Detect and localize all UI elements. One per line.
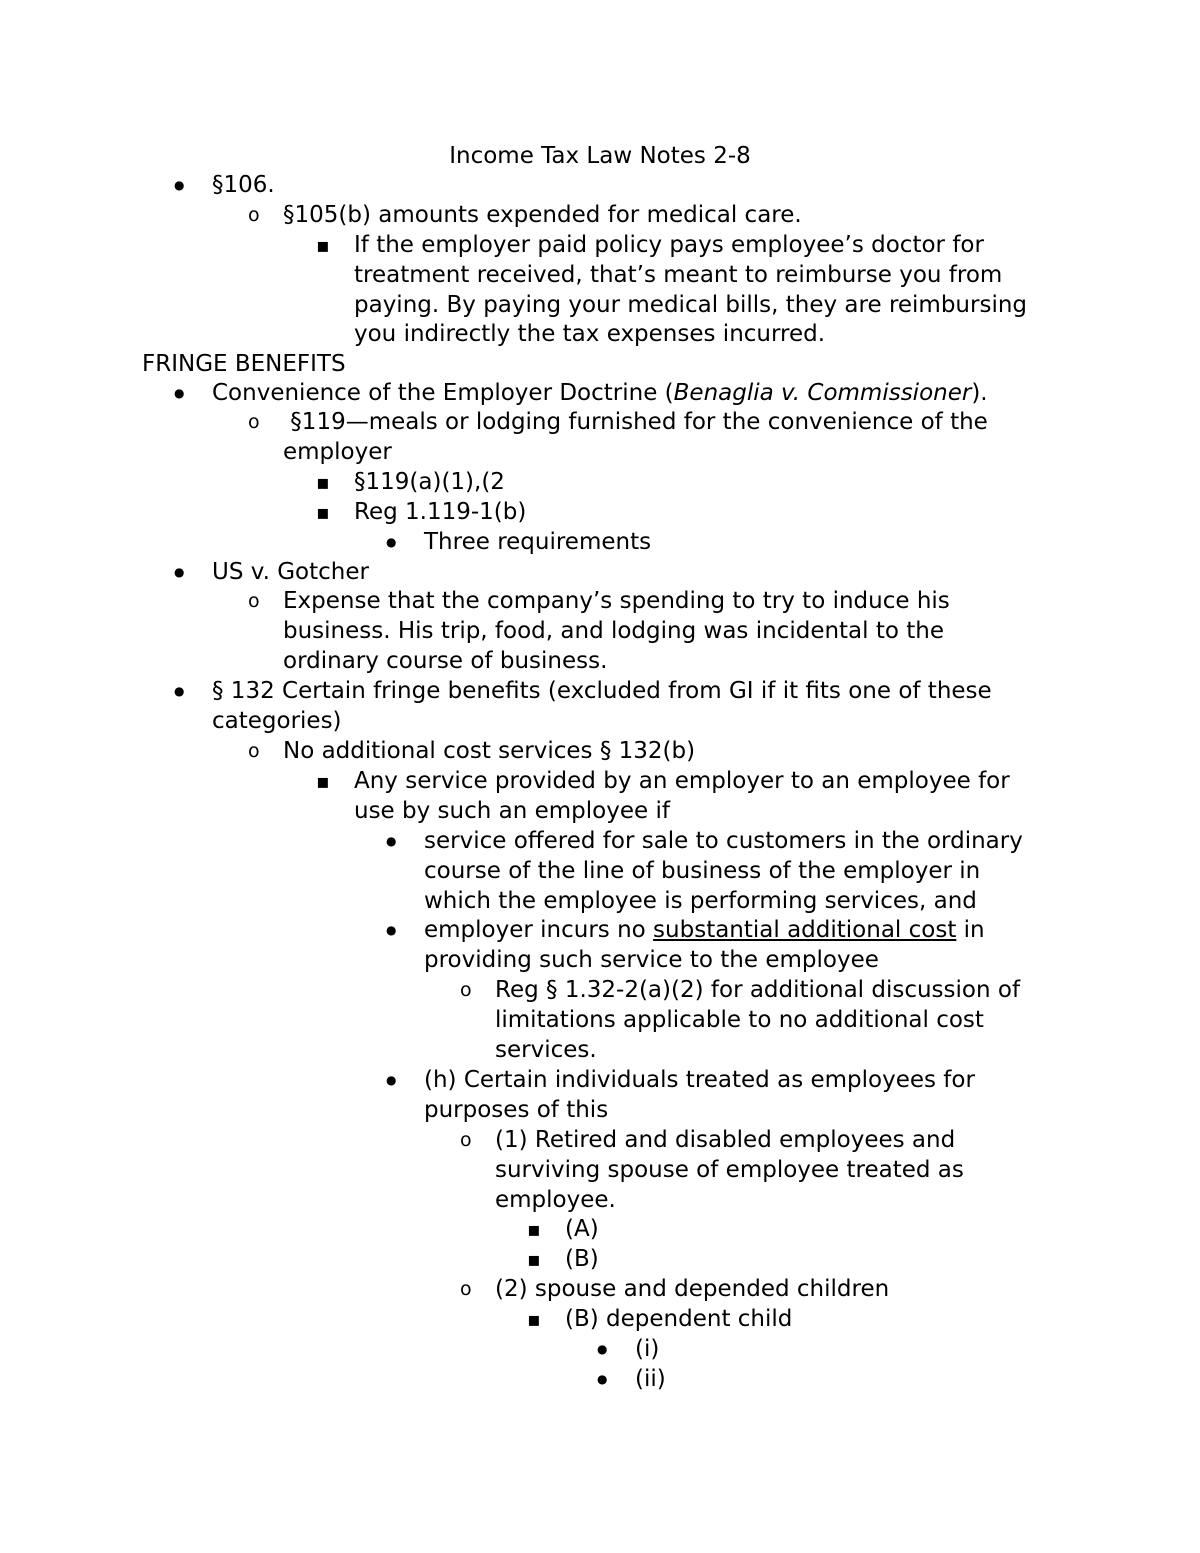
bullet-circle-icon bbox=[460, 1126, 472, 1156]
bullet-square-icon bbox=[316, 498, 330, 529]
list-item: ● § 132 Certain fringe benefits (excluded from GI if it fits one of these categories) bbox=[212, 677, 992, 737]
list-item: ● service offered for sale to customers in the ordinary course of the line of business of the employer in which the employee is performing services, and bbox=[424, 827, 1023, 916]
list-item: ● Convenience of the Employer Doctrine (Benaglia v. Commissioner). bbox=[212, 379, 988, 409]
list-item: ▪ Reg 1.119-1(b) bbox=[354, 498, 526, 528]
list-item: ▪ Any service provided by an employer to an employee for use by such an employee if bbox=[354, 767, 1010, 827]
list-item: o §119—meals or lodging furnished for the convenience of the employer bbox=[283, 408, 988, 468]
bullet-circle-icon bbox=[248, 587, 260, 617]
list-item: o (1) Retired and disabled employees and surviving spouse of employee treated as employee. bbox=[495, 1126, 964, 1215]
bullet-disc-icon bbox=[597, 1335, 607, 1367]
bullet-disc-icon bbox=[174, 171, 184, 203]
bullet-disc-icon bbox=[386, 827, 396, 859]
list-item: ● (i) bbox=[635, 1335, 659, 1365]
bullet-square-icon bbox=[527, 1215, 541, 1246]
list-item: ● Three requirements bbox=[424, 528, 651, 558]
list-item: o Expense that the company’s spending to try to induce his business. His trip, food, and lodging was incidental to the ordinary course of business. bbox=[283, 587, 950, 676]
bullet-disc-icon bbox=[597, 1365, 607, 1397]
list-item: ● US v. Gotcher bbox=[212, 558, 369, 588]
document-title: Income Tax Law Notes 2-8 bbox=[449, 143, 751, 169]
underlined-term: substantial additional cost bbox=[653, 917, 957, 943]
case-name: Benaglia v. Commissioner bbox=[673, 380, 972, 406]
bullet-disc-icon bbox=[174, 379, 184, 411]
bullet-circle-icon bbox=[460, 1275, 472, 1305]
list-item: ▪ (B) dependent child bbox=[565, 1305, 792, 1335]
list-item: ▪ If the employer paid policy pays employee’s doctor for treatment received, that’s meant to reimburse you from paying. By paying your medical bills, they are reimbursing you indirectly the tax expenses incurred. bbox=[354, 231, 1027, 350]
list-item: ● employer incurs no substantial additional cost in providing such service to the employee bbox=[424, 916, 985, 976]
bullet-circle-icon bbox=[248, 408, 260, 438]
list-item: ● (ii) bbox=[635, 1365, 666, 1395]
bullet-disc-icon bbox=[174, 558, 184, 590]
section-heading: FRINGE BENEFITS bbox=[142, 351, 346, 377]
list-item: o (2) spouse and depended children bbox=[495, 1275, 889, 1305]
list-item: ● (h) Certain individuals treated as employees for purposes of this bbox=[424, 1066, 975, 1126]
list-item: ▪ §119(a)(1),(2 bbox=[354, 468, 505, 498]
list-item: ▪ (A) bbox=[565, 1215, 599, 1245]
bullet-disc-icon bbox=[386, 916, 396, 948]
list-item: o No additional cost services § 132(b) bbox=[283, 737, 695, 767]
bullet-disc-icon bbox=[386, 528, 396, 560]
list-item: o §105(b) amounts expended for medical care. bbox=[283, 201, 802, 231]
bullet-circle-icon bbox=[248, 737, 260, 767]
bullet-square-icon bbox=[316, 767, 330, 798]
list-item: ▪ (B) bbox=[565, 1245, 599, 1275]
bullet-disc-icon bbox=[386, 1066, 396, 1098]
bullet-square-icon bbox=[316, 468, 330, 499]
bullet-disc-icon bbox=[174, 677, 184, 709]
bullet-square-icon bbox=[316, 231, 330, 262]
bullet-square-icon bbox=[527, 1305, 541, 1336]
bullet-square-icon bbox=[527, 1245, 541, 1276]
bullet-circle-icon bbox=[460, 976, 472, 1006]
bullet-circle-icon bbox=[248, 201, 260, 231]
list-item: ● §106. bbox=[212, 171, 275, 201]
list-item: o Reg § 1.32-2(a)(2) for additional discussion of limitations applicable to no additional cost services. bbox=[495, 976, 1020, 1065]
